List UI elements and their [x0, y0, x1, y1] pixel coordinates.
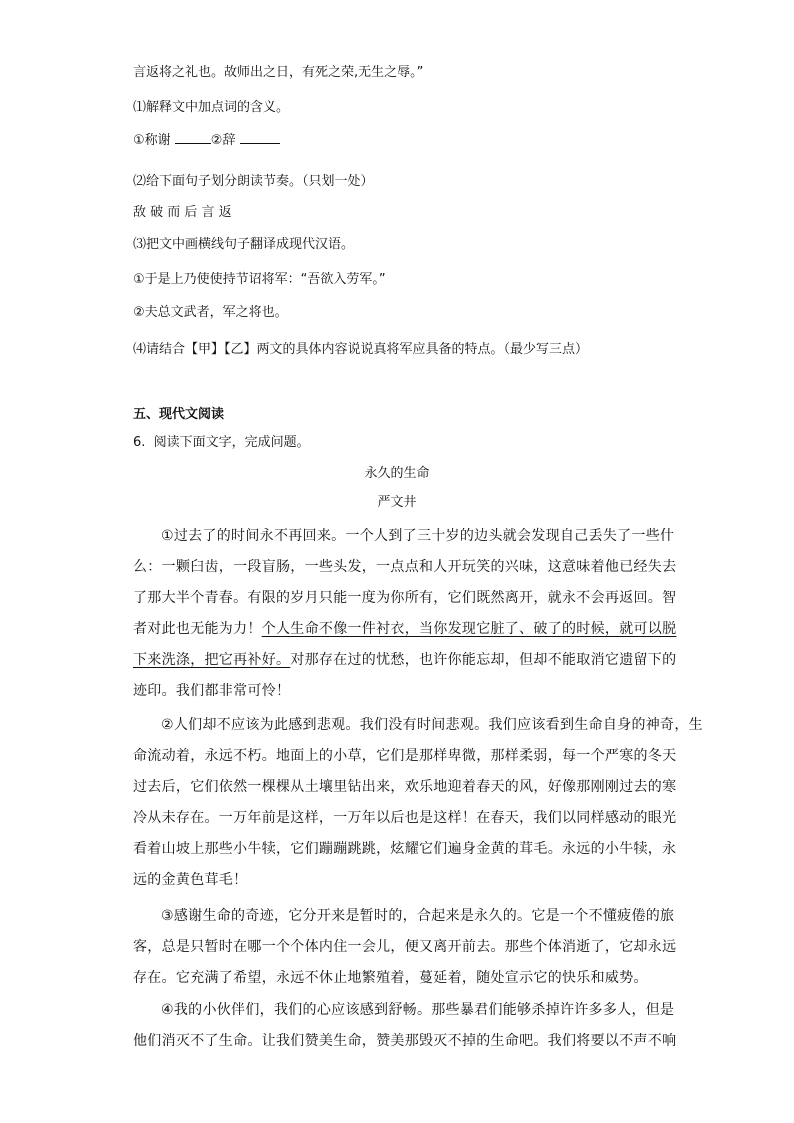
- paragraph-line: ③感谢生命的奇迹，它分开来是暂时的，合起来是永久的。它是一个不懂疲倦的旅: [161, 908, 675, 924]
- question-3: ⑶把文中画横线句子翻译成现代汉语。: [133, 237, 355, 252]
- question-3-sentence-b: ②夫总文武者，军之将也。: [133, 305, 288, 320]
- question-number: 6.: [133, 435, 146, 450]
- question-1-items: [133, 131, 280, 150]
- question-3-sentence-a: ①于是上乃使使持节诏将军：“吾欲入劳军。”: [133, 272, 386, 287]
- paragraph-4: [133, 995, 677, 1057]
- text-run: 者对此也无能为力！: [133, 621, 262, 637]
- paragraph-line: ①过去了的时间永不再回来。一个人到了三十岁的边头就会发现自己丢失了一些什: [161, 528, 675, 544]
- answer-blank-ci[interactable]: [240, 131, 280, 144]
- paragraph-2: [133, 710, 703, 896]
- paragraph-line: 他们消灭不了生命。让我们赞美生命，赞美那毁灭不掉的生命吧。我们将要以不声不响: [133, 1033, 677, 1049]
- question-1: ⑴解释文中加点词的含义。: [133, 100, 290, 115]
- question-2: ⑵给下面句子划分朗读节奏。（只划一处）: [133, 174, 374, 189]
- question-4: ⑷请结合【甲】【乙】两文的具体内容说说真将军应具备的特点。（最少写三点）: [133, 342, 589, 357]
- paragraph-line: [133, 645, 677, 676]
- underlined-sentence: 个人生命不像一件衬衣，当你发现它脏了、破了的时候，就可以脱: [261, 621, 677, 637]
- answer-blank-chengxie[interactable]: [175, 131, 211, 144]
- section-heading: 五、现代文阅读: [133, 407, 225, 422]
- paragraph-line: 远的金黄色茸毛！: [133, 872, 248, 888]
- text-run: 对那存在过的忧愁，也许你能忘却，但却不能取消它遗留下的: [290, 652, 677, 668]
- paragraph-line: ②人们却不应该为此感到悲观。我们没有时间悲观。我们应该看到生命自身的神奇，生: [161, 717, 703, 733]
- paragraph-line: 过去后，它们依然一棵棵从土壤里钻出来，欢乐地迎着春天的风，好像那刚刚过去的寒: [133, 779, 677, 795]
- paragraph-line: ④我的小伙伴们，我们的心应该感到舒畅。那些暴君们能够杀掉许许多多人，但是: [161, 1002, 675, 1018]
- paragraph-line: 看着山坡上那些小牛犊，它们蹦蹦跳跳，炫耀它们遍身金黄的茸毛。永远的小牛犊，永: [133, 841, 677, 857]
- paragraph-line: 客，总是只暂时在哪一个个体内住一会儿，便又离开前去。那些个体消逝了，它却永远: [133, 939, 677, 955]
- paragraph-line: 冷从未存在。一万年前是这样，一万年以后也是这样！在春天，我们以同样感动的眼光: [133, 810, 677, 826]
- paragraph-3: [133, 901, 677, 994]
- essay-author: 严文井: [377, 495, 417, 510]
- item-chengxie-label: ①称谢: [133, 133, 175, 148]
- underlined-sentence: 下来洗涤，把它再补好。: [133, 652, 291, 668]
- paragraph-line: 存在。它充满了希望，永远不休止地繁殖着，蔓延着，随处宣示它的快乐和威势。: [133, 970, 648, 986]
- question-6-prompt: [133, 434, 310, 452]
- paragraph-line: 命流动着，永远不朽。地面上的小草，它们是那样卑微，那样柔弱，每一个严寒的冬天: [133, 748, 677, 764]
- passage-tail-line: 言返将之礼也。故师出之日，有死之荣,无生之辱。”: [133, 65, 424, 80]
- paragraph-line: 了那大半个青春。有限的岁月只能一度为你所有，它们既然离开，就永不会再返回。智: [133, 590, 677, 606]
- paragraph-line: [133, 614, 677, 645]
- question-2-sentence: 敌 破 而 后 言 返: [133, 205, 232, 220]
- item-ci-label: ②辞: [210, 133, 240, 148]
- paragraph-line: 迹印。我们都非常可怜！: [133, 683, 291, 699]
- essay-title: 永久的生命: [364, 466, 430, 481]
- paragraph-1: [133, 521, 677, 707]
- question-prompt: 阅读下面文字，完成问题。: [153, 435, 310, 450]
- paragraph-line: 么：一颗臼齿，一段盲肠，一些头发，一点点和人开玩笑的兴味，这意味着他已经失去: [133, 559, 677, 575]
